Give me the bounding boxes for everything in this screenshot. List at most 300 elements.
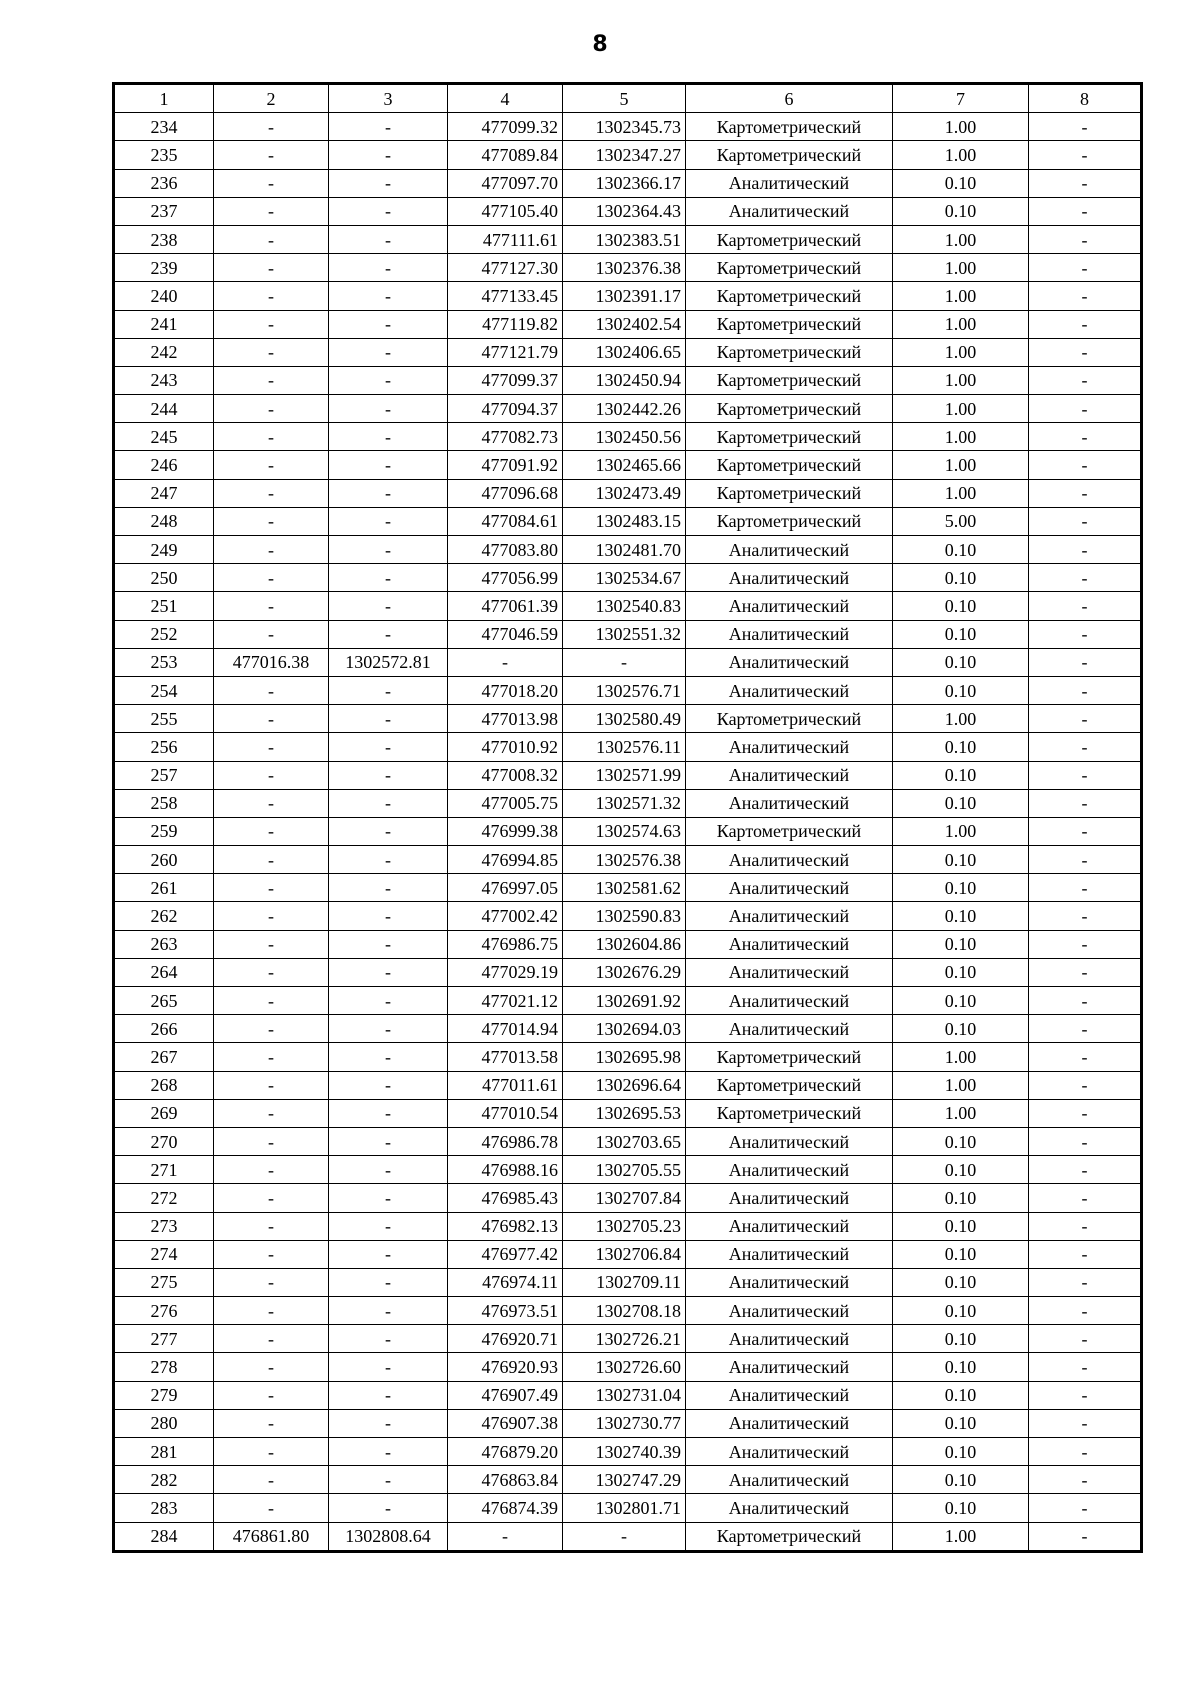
point-number-cell: 242 [115, 338, 214, 366]
accuracy-cell: 0.10 [893, 1240, 1029, 1268]
y-old-cell: - [329, 536, 448, 564]
y-new-cell: 1302726.21 [563, 1325, 686, 1353]
y-new-cell: 1302694.03 [563, 1015, 686, 1043]
accuracy-cell: 1.00 [893, 1522, 1029, 1550]
y-old-cell: - [329, 1438, 448, 1466]
point-number-cell: 277 [115, 1325, 214, 1353]
y-old-cell: - [329, 1015, 448, 1043]
y-old-cell: - [329, 1268, 448, 1296]
point-number-cell: 261 [115, 874, 214, 902]
x-old-cell: - [214, 817, 329, 845]
x-old-cell: - [214, 507, 329, 535]
x-new-cell: 477056.99 [448, 564, 563, 592]
y-new-cell: 1302707.84 [563, 1184, 686, 1212]
y-new-cell: 1302551.32 [563, 620, 686, 648]
accuracy-cell: 0.10 [893, 1325, 1029, 1353]
table-row [115, 1466, 1141, 1494]
x-new-cell: 477011.61 [448, 1071, 563, 1099]
description-cell: - [1029, 958, 1141, 986]
x-old-cell: - [214, 1127, 329, 1155]
accuracy-cell: 0.10 [893, 930, 1029, 958]
x-old-cell: - [214, 620, 329, 648]
method-cell: Аналитический [686, 1353, 893, 1381]
x-new-cell: 477084.61 [448, 507, 563, 535]
y-new-cell: 1302345.73 [563, 113, 686, 141]
y-old-cell: - [329, 395, 448, 423]
accuracy-cell: 1.00 [893, 395, 1029, 423]
point-number-cell: 258 [115, 789, 214, 817]
x-old-cell: - [214, 451, 329, 479]
column-header-8: 8 [1029, 85, 1141, 113]
x-new-cell: 476994.85 [448, 846, 563, 874]
description-cell: - [1029, 817, 1141, 845]
point-number-cell: 260 [115, 846, 214, 874]
x-new-cell: 476986.75 [448, 930, 563, 958]
y-old-cell: - [329, 1409, 448, 1437]
method-cell: Картометрический [686, 366, 893, 394]
y-old-cell: - [329, 479, 448, 507]
y-new-cell: 1302705.55 [563, 1156, 686, 1184]
x-old-cell: - [214, 1353, 329, 1381]
y-new-cell: 1302442.26 [563, 395, 686, 423]
table-row [115, 225, 1141, 253]
description-cell: - [1029, 846, 1141, 874]
y-old-cell: - [329, 1184, 448, 1212]
y-new-cell: 1302364.43 [563, 197, 686, 225]
x-old-cell: - [214, 1156, 329, 1184]
method-cell: Картометрический [686, 479, 893, 507]
y-old-cell: - [329, 874, 448, 902]
y-old-cell: - [329, 507, 448, 535]
point-number-cell: 284 [115, 1522, 214, 1550]
y-new-cell: 1302576.71 [563, 676, 686, 704]
table-row [115, 705, 1141, 733]
accuracy-cell: 0.10 [893, 1156, 1029, 1184]
x-new-cell: 476907.49 [448, 1381, 563, 1409]
accuracy-cell: 0.10 [893, 733, 1029, 761]
method-cell: Аналитический [686, 846, 893, 874]
y-new-cell: 1302580.49 [563, 705, 686, 733]
x-new-cell: 477014.94 [448, 1015, 563, 1043]
y-old-cell: 1302572.81 [329, 648, 448, 676]
accuracy-cell: 0.10 [893, 648, 1029, 676]
y-new-cell: 1302366.17 [563, 169, 686, 197]
x-old-cell: - [214, 1438, 329, 1466]
method-cell: Аналитический [686, 789, 893, 817]
x-old-cell: - [214, 310, 329, 338]
table-row [115, 310, 1141, 338]
accuracy-cell: 0.10 [893, 1353, 1029, 1381]
method-cell: Картометрический [686, 395, 893, 423]
point-number-cell: 246 [115, 451, 214, 479]
table-row [115, 902, 1141, 930]
y-old-cell: - [329, 1494, 448, 1522]
description-cell: - [1029, 366, 1141, 394]
y-new-cell: 1302747.29 [563, 1466, 686, 1494]
column-header-3: 3 [329, 85, 448, 113]
method-cell: Картометрический [686, 451, 893, 479]
description-cell: - [1029, 1438, 1141, 1466]
point-number-cell: 257 [115, 761, 214, 789]
x-new-cell: 477105.40 [448, 197, 563, 225]
point-number-cell: 249 [115, 536, 214, 564]
accuracy-cell: 0.10 [893, 761, 1029, 789]
y-old-cell: - [329, 113, 448, 141]
point-number-cell: 272 [115, 1184, 214, 1212]
y-old-cell: - [329, 141, 448, 169]
y-old-cell: - [329, 1099, 448, 1127]
y-old-cell: - [329, 423, 448, 451]
table-header [115, 85, 1141, 113]
point-number-cell: 248 [115, 507, 214, 535]
x-old-cell: - [214, 141, 329, 169]
accuracy-cell: 0.10 [893, 902, 1029, 930]
table-row [115, 1409, 1141, 1437]
table-row [115, 1325, 1141, 1353]
description-cell: - [1029, 338, 1141, 366]
description-cell: - [1029, 197, 1141, 225]
point-number-cell: 264 [115, 958, 214, 986]
accuracy-cell: 0.10 [893, 676, 1029, 704]
accuracy-cell: 1.00 [893, 254, 1029, 282]
point-number-cell: 240 [115, 282, 214, 310]
x-new-cell: - [448, 648, 563, 676]
x-new-cell: 477046.59 [448, 620, 563, 648]
x-new-cell: 476999.38 [448, 817, 563, 845]
method-cell: Аналитический [686, 536, 893, 564]
y-old-cell: - [329, 1381, 448, 1409]
x-old-cell: - [214, 1212, 329, 1240]
description-cell: - [1029, 1325, 1141, 1353]
accuracy-cell: 1.00 [893, 1043, 1029, 1071]
accuracy-cell: 5.00 [893, 507, 1029, 535]
table-row [115, 1043, 1141, 1071]
table-row [115, 1381, 1141, 1409]
x-new-cell: 477083.80 [448, 536, 563, 564]
point-number-cell: 274 [115, 1240, 214, 1268]
method-cell: Аналитический [686, 169, 893, 197]
x-new-cell: 476985.43 [448, 1184, 563, 1212]
point-number-cell: 278 [115, 1353, 214, 1381]
accuracy-cell: 1.00 [893, 479, 1029, 507]
method-cell: Аналитический [686, 1127, 893, 1155]
accuracy-cell: 0.10 [893, 874, 1029, 902]
method-cell: Картометрический [686, 1043, 893, 1071]
table-row [115, 930, 1141, 958]
method-cell: Картометрический [686, 1522, 893, 1550]
table-row [115, 846, 1141, 874]
method-cell: Картометрический [686, 310, 893, 338]
x-new-cell: 477111.61 [448, 225, 563, 253]
column-header-7: 7 [893, 85, 1029, 113]
table-row [115, 1071, 1141, 1099]
y-old-cell: - [329, 169, 448, 197]
point-number-cell: 244 [115, 395, 214, 423]
x-old-cell: - [214, 733, 329, 761]
x-old-cell: - [214, 1381, 329, 1409]
x-old-cell: - [214, 282, 329, 310]
y-new-cell: 1302534.67 [563, 564, 686, 592]
description-cell: - [1029, 676, 1141, 704]
x-new-cell: - [448, 1522, 563, 1550]
point-number-cell: 276 [115, 1297, 214, 1325]
y-old-cell: - [329, 254, 448, 282]
x-old-cell: - [214, 1297, 329, 1325]
y-new-cell: 1302705.23 [563, 1212, 686, 1240]
table-row [115, 169, 1141, 197]
y-new-cell: 1302402.54 [563, 310, 686, 338]
x-new-cell: 477082.73 [448, 423, 563, 451]
y-new-cell: 1302481.70 [563, 536, 686, 564]
x-new-cell: 476973.51 [448, 1297, 563, 1325]
accuracy-cell: 0.10 [893, 846, 1029, 874]
accuracy-cell: 1.00 [893, 338, 1029, 366]
point-number-cell: 275 [115, 1268, 214, 1296]
y-new-cell: 1302726.60 [563, 1353, 686, 1381]
method-cell: Аналитический [686, 1240, 893, 1268]
description-cell: - [1029, 423, 1141, 451]
accuracy-cell: 1.00 [893, 1071, 1029, 1099]
y-old-cell: - [329, 1212, 448, 1240]
point-number-cell: 250 [115, 564, 214, 592]
description-cell: - [1029, 733, 1141, 761]
accuracy-cell: 0.10 [893, 1212, 1029, 1240]
accuracy-cell: 0.10 [893, 987, 1029, 1015]
description-cell: - [1029, 761, 1141, 789]
method-cell: Картометрический [686, 705, 893, 733]
accuracy-cell: 1.00 [893, 141, 1029, 169]
description-cell: - [1029, 1156, 1141, 1184]
point-number-cell: 269 [115, 1099, 214, 1127]
y-new-cell: 1302590.83 [563, 902, 686, 930]
accuracy-cell: 0.10 [893, 1381, 1029, 1409]
x-new-cell: 477013.58 [448, 1043, 563, 1071]
y-old-cell: - [329, 902, 448, 930]
accuracy-cell: 0.10 [893, 564, 1029, 592]
table-row [115, 1156, 1141, 1184]
y-old-cell: - [329, 1297, 448, 1325]
table-row [115, 1353, 1141, 1381]
method-cell: Аналитический [686, 592, 893, 620]
x-new-cell: 477094.37 [448, 395, 563, 423]
accuracy-cell: 0.10 [893, 592, 1029, 620]
point-number-cell: 281 [115, 1438, 214, 1466]
method-cell: Аналитический [686, 1268, 893, 1296]
table-row [115, 648, 1141, 676]
point-number-cell: 266 [115, 1015, 214, 1043]
method-cell: Аналитический [686, 197, 893, 225]
x-old-cell: - [214, 395, 329, 423]
description-cell: - [1029, 507, 1141, 535]
page-number: 8 [592, 32, 608, 57]
y-new-cell: 1302406.65 [563, 338, 686, 366]
y-new-cell: 1302376.38 [563, 254, 686, 282]
table-row [115, 1268, 1141, 1296]
description-cell: - [1029, 902, 1141, 930]
y-old-cell: - [329, 564, 448, 592]
method-cell: Аналитический [686, 1438, 893, 1466]
y-old-cell: - [329, 282, 448, 310]
method-cell: Аналитический [686, 648, 893, 676]
y-old-cell: - [329, 366, 448, 394]
accuracy-cell: 0.10 [893, 958, 1029, 986]
x-new-cell: 476920.71 [448, 1325, 563, 1353]
x-old-cell: - [214, 338, 329, 366]
x-old-cell: - [214, 958, 329, 986]
y-new-cell: 1302703.65 [563, 1127, 686, 1155]
y-old-cell: - [329, 451, 448, 479]
y-new-cell: 1302383.51 [563, 225, 686, 253]
x-old-cell: - [214, 1240, 329, 1268]
accuracy-cell: 0.10 [893, 1494, 1029, 1522]
accuracy-cell: 1.00 [893, 366, 1029, 394]
point-number-cell: 283 [115, 1494, 214, 1522]
x-new-cell: 476988.16 [448, 1156, 563, 1184]
y-old-cell: - [329, 1156, 448, 1184]
y-new-cell: 1302708.18 [563, 1297, 686, 1325]
description-cell: - [1029, 479, 1141, 507]
y-new-cell: 1302540.83 [563, 592, 686, 620]
x-new-cell: 477008.32 [448, 761, 563, 789]
table-row [115, 536, 1141, 564]
x-new-cell: 477021.12 [448, 987, 563, 1015]
column-header-6: 6 [686, 85, 893, 113]
accuracy-cell: 0.10 [893, 620, 1029, 648]
accuracy-cell: 0.10 [893, 1184, 1029, 1212]
y-old-cell: - [329, 987, 448, 1015]
x-old-cell: - [214, 225, 329, 253]
x-old-cell: - [214, 197, 329, 225]
y-old-cell: - [329, 789, 448, 817]
table-row [115, 395, 1141, 423]
x-old-cell: - [214, 479, 329, 507]
method-cell: Аналитический [686, 620, 893, 648]
x-new-cell: 476879.20 [448, 1438, 563, 1466]
y-new-cell: 1302731.04 [563, 1381, 686, 1409]
accuracy-cell: 1.00 [893, 282, 1029, 310]
accuracy-cell: 0.10 [893, 197, 1029, 225]
method-cell: Картометрический [686, 338, 893, 366]
table-row [115, 1184, 1141, 1212]
method-cell: Картометрический [686, 225, 893, 253]
point-number-cell: 267 [115, 1043, 214, 1071]
description-cell: - [1029, 225, 1141, 253]
description-cell: - [1029, 1522, 1141, 1550]
point-number-cell: 265 [115, 987, 214, 1015]
method-cell: Аналитический [686, 930, 893, 958]
y-new-cell: 1302695.98 [563, 1043, 686, 1071]
y-new-cell: 1302604.86 [563, 930, 686, 958]
description-cell: - [1029, 310, 1141, 338]
x-new-cell: 477096.68 [448, 479, 563, 507]
description-cell: - [1029, 620, 1141, 648]
y-new-cell: 1302695.53 [563, 1099, 686, 1127]
y-new-cell: - [563, 1522, 686, 1550]
table-row [115, 958, 1141, 986]
y-old-cell: - [329, 846, 448, 874]
x-new-cell: 477119.82 [448, 310, 563, 338]
description-cell: - [1029, 1466, 1141, 1494]
method-cell: Картометрический [686, 113, 893, 141]
table-row [115, 1127, 1141, 1155]
y-old-cell: - [329, 310, 448, 338]
y-new-cell: 1302450.94 [563, 366, 686, 394]
point-number-cell: 253 [115, 648, 214, 676]
table-row [115, 338, 1141, 366]
y-new-cell: 1302576.38 [563, 846, 686, 874]
description-cell: - [1029, 1015, 1141, 1043]
column-header-2: 2 [214, 85, 329, 113]
y-new-cell: 1302740.39 [563, 1438, 686, 1466]
x-old-cell: - [214, 254, 329, 282]
point-number-cell: 259 [115, 817, 214, 845]
column-header-4: 4 [448, 85, 563, 113]
method-cell: Аналитический [686, 1184, 893, 1212]
y-old-cell: - [329, 761, 448, 789]
description-cell: - [1029, 1268, 1141, 1296]
table-row [115, 1522, 1141, 1550]
x-new-cell: 477002.42 [448, 902, 563, 930]
point-number-cell: 262 [115, 902, 214, 930]
x-new-cell: 476986.78 [448, 1127, 563, 1155]
table-row [115, 1212, 1141, 1240]
description-cell: - [1029, 648, 1141, 676]
point-number-cell: 271 [115, 1156, 214, 1184]
point-number-cell: 280 [115, 1409, 214, 1437]
method-cell: Аналитический [686, 1409, 893, 1437]
x-old-cell: - [214, 366, 329, 394]
x-old-cell: - [214, 1268, 329, 1296]
point-number-cell: 247 [115, 479, 214, 507]
x-new-cell: 477097.70 [448, 169, 563, 197]
description-cell: - [1029, 930, 1141, 958]
method-cell: Картометрический [686, 254, 893, 282]
description-cell: - [1029, 592, 1141, 620]
accuracy-cell: 0.10 [893, 1438, 1029, 1466]
description-cell: - [1029, 169, 1141, 197]
method-cell: Аналитический [686, 761, 893, 789]
point-number-cell: 241 [115, 310, 214, 338]
accuracy-cell: 0.10 [893, 536, 1029, 564]
x-new-cell: 477005.75 [448, 789, 563, 817]
table-row [115, 620, 1141, 648]
y-new-cell: 1302696.64 [563, 1071, 686, 1099]
table-row [115, 507, 1141, 535]
x-old-cell: - [214, 930, 329, 958]
x-new-cell: 476863.84 [448, 1466, 563, 1494]
table-row [115, 451, 1141, 479]
x-new-cell: 476907.38 [448, 1409, 563, 1437]
x-old-cell: - [214, 423, 329, 451]
method-cell: Картометрический [686, 1071, 893, 1099]
accuracy-cell: 0.10 [893, 1127, 1029, 1155]
y-old-cell: - [329, 1325, 448, 1353]
method-cell: Аналитический [686, 1212, 893, 1240]
column-header-5: 5 [563, 85, 686, 113]
x-old-cell: - [214, 536, 329, 564]
x-new-cell: 476920.93 [448, 1353, 563, 1381]
column-header-1: 1 [115, 85, 214, 113]
y-new-cell: 1302450.56 [563, 423, 686, 451]
point-number-cell: 270 [115, 1127, 214, 1155]
method-cell: Аналитический [686, 987, 893, 1015]
x-new-cell: 477010.92 [448, 733, 563, 761]
accuracy-cell: 1.00 [893, 705, 1029, 733]
point-number-cell: 245 [115, 423, 214, 451]
table-row [115, 254, 1141, 282]
table-row [115, 1494, 1141, 1522]
method-cell: Аналитический [686, 564, 893, 592]
